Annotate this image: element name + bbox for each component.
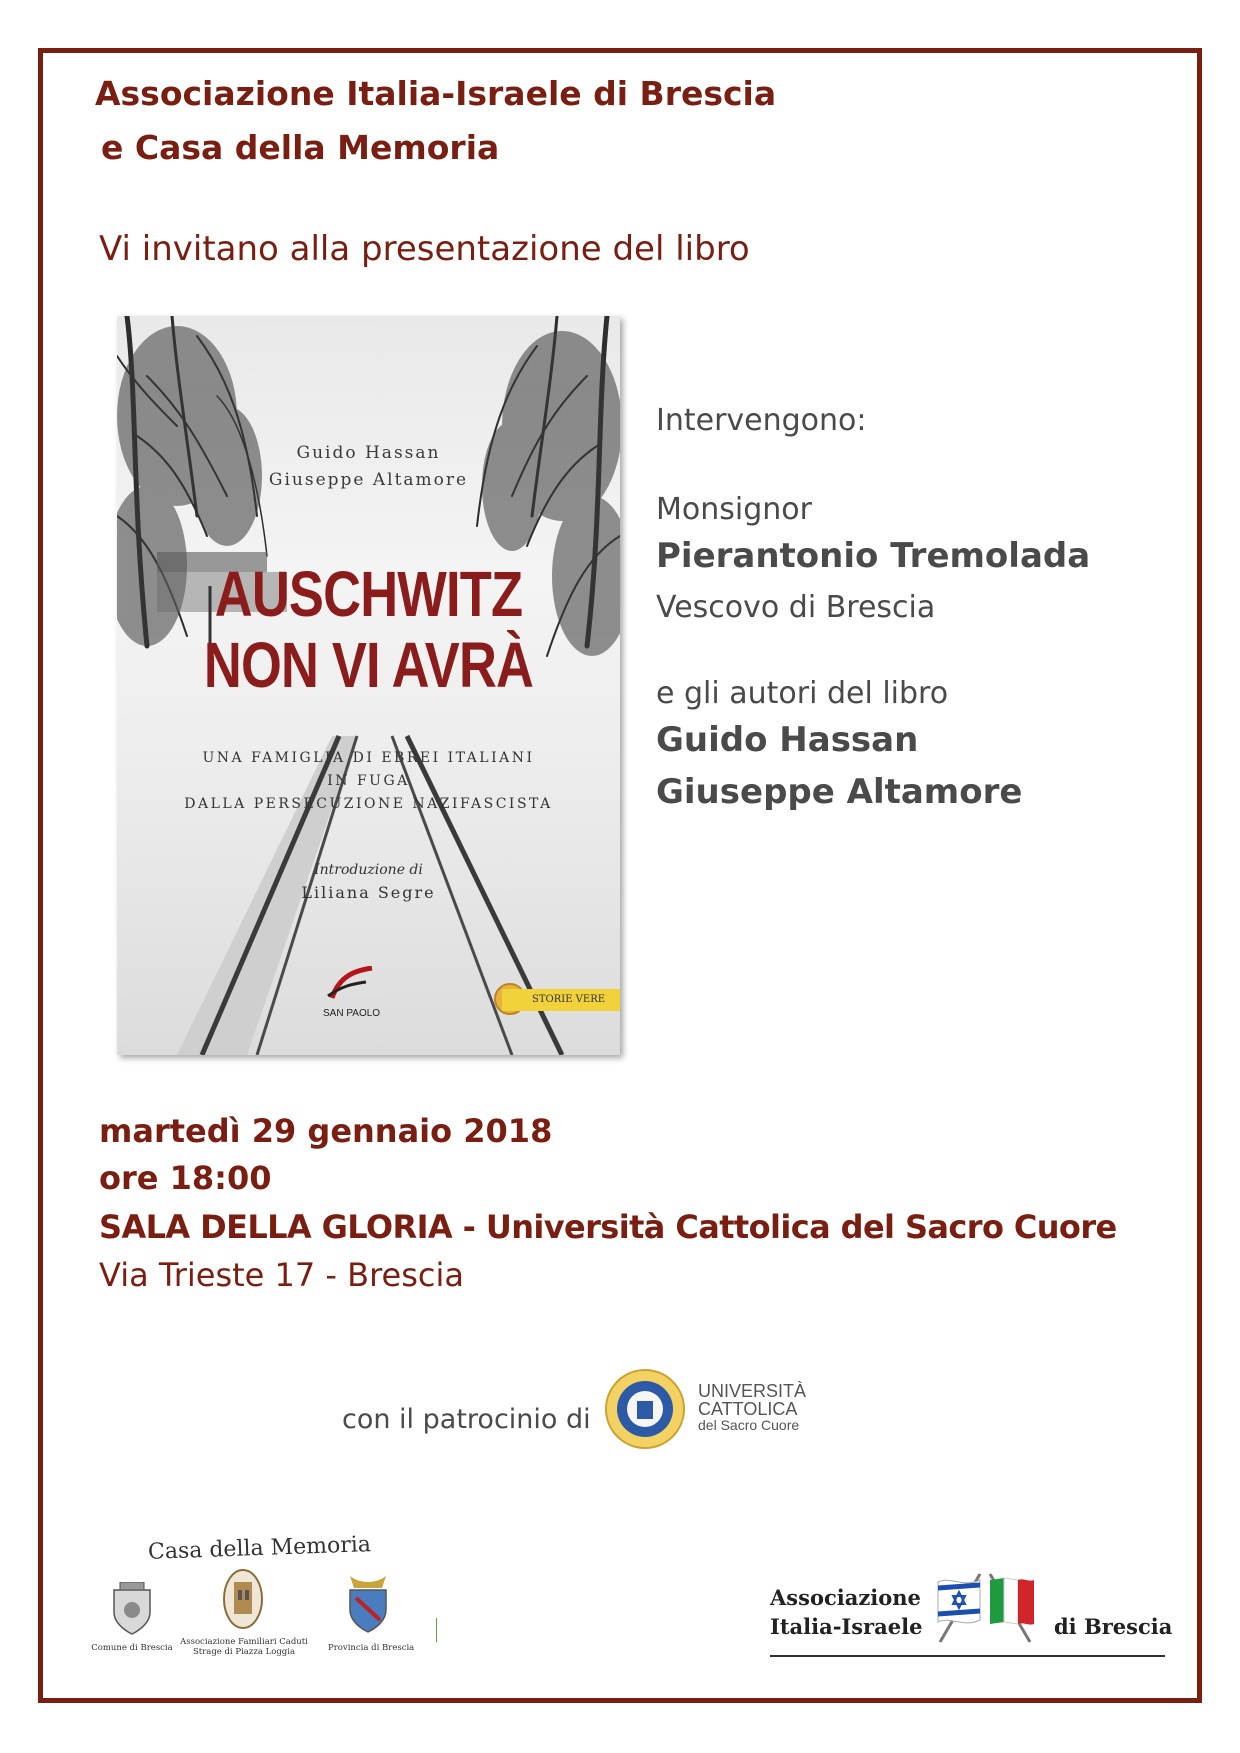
book-cover: [117, 316, 620, 1055]
invite-text: Vi invitano alla presentazione del libro: [99, 229, 750, 269]
logo3-caption: Provincia di Brescia: [328, 1643, 415, 1653]
speaker1-name: Pierantonio Tremolada: [656, 536, 1091, 576]
authors-label: e gli autori del libro: [656, 676, 949, 711]
logo1-caption: Comune di Brescia: [91, 1643, 173, 1653]
event-address: Via Trieste 17 - Brescia: [99, 1256, 464, 1294]
ucsc-text-line1: UNIVERSITÀ: [698, 1381, 807, 1401]
cover-intro-label: Introduzione di: [314, 862, 423, 878]
casa-memoria-title: Casa della Memoria: [147, 1532, 372, 1565]
provincia-brescia-crest-icon: [342, 1572, 394, 1634]
cover-series: STORIE VERE: [502, 989, 620, 1011]
cover-subtitle-line1: UNA FAMIGLIA DI EBREI ITALIANI: [202, 750, 535, 766]
ucsc-seal-icon: [604, 1368, 686, 1450]
cover-intro-name: Liliana Segre: [301, 883, 436, 902]
speaker2-name: Guido Hassan: [656, 720, 919, 760]
speaker1-role: Vescovo di Brescia: [656, 590, 936, 625]
cover-title-line2: NON VI AVRÀ: [203, 629, 534, 701]
speakers-label: Intervengono:: [656, 403, 867, 438]
event-venue: SALA DELLA GLORIA - Università Cattolica del Sacro Cuore: [99, 1208, 1117, 1246]
logo2-caption-line1: Associazione Familiari Caduti: [180, 1637, 308, 1647]
ucsc-text-line2: CATTOLICA: [698, 1399, 798, 1419]
logo2-caption-line2: Strage di Piazza Loggia: [192, 1647, 296, 1657]
speaker1-title: Monsignor: [656, 492, 812, 527]
aib-text-line2: Italia-Israele: [770, 1614, 923, 1639]
cover-publisher: SAN PAOLO: [323, 1008, 381, 1019]
patronage-label: con il patrocinio di: [342, 1404, 591, 1435]
ucsc-text-line3: del Sacro Cuore: [698, 1417, 800, 1433]
cover-title-line1: AUSCHWITZ: [214, 558, 523, 630]
san-paolo-logo-icon: [322, 966, 378, 1006]
aib-text-line1: Associazione: [770, 1585, 921, 1610]
header-line1: Associazione Italia-Israele di Brescia: [95, 74, 777, 113]
header-line2: e Casa della Memoria: [101, 128, 500, 167]
speaker3-name: Giuseppe Altamore: [656, 772, 1023, 812]
crossed-flags-icon: [930, 1568, 1040, 1644]
event-time: ore 18:00: [99, 1159, 272, 1197]
aib-text-line3: di Brescia: [1054, 1614, 1173, 1639]
cover-author1: Guido Hassan: [296, 443, 441, 463]
cover-subtitle-line3: DALLA PERSECUZIONE NAZIFASCISTA: [184, 796, 553, 812]
cover-subtitle-line2: IN FUGA: [327, 773, 410, 789]
cover-author2: Giuseppe Altamore: [268, 470, 469, 490]
divider: [436, 1618, 437, 1642]
aib-underline: [770, 1655, 1165, 1657]
comune-brescia-crest-icon: [110, 1582, 154, 1636]
event-date: martedì 29 gennaio 2018: [99, 1112, 553, 1150]
piazza-loggia-emblem-icon: [222, 1568, 264, 1630]
